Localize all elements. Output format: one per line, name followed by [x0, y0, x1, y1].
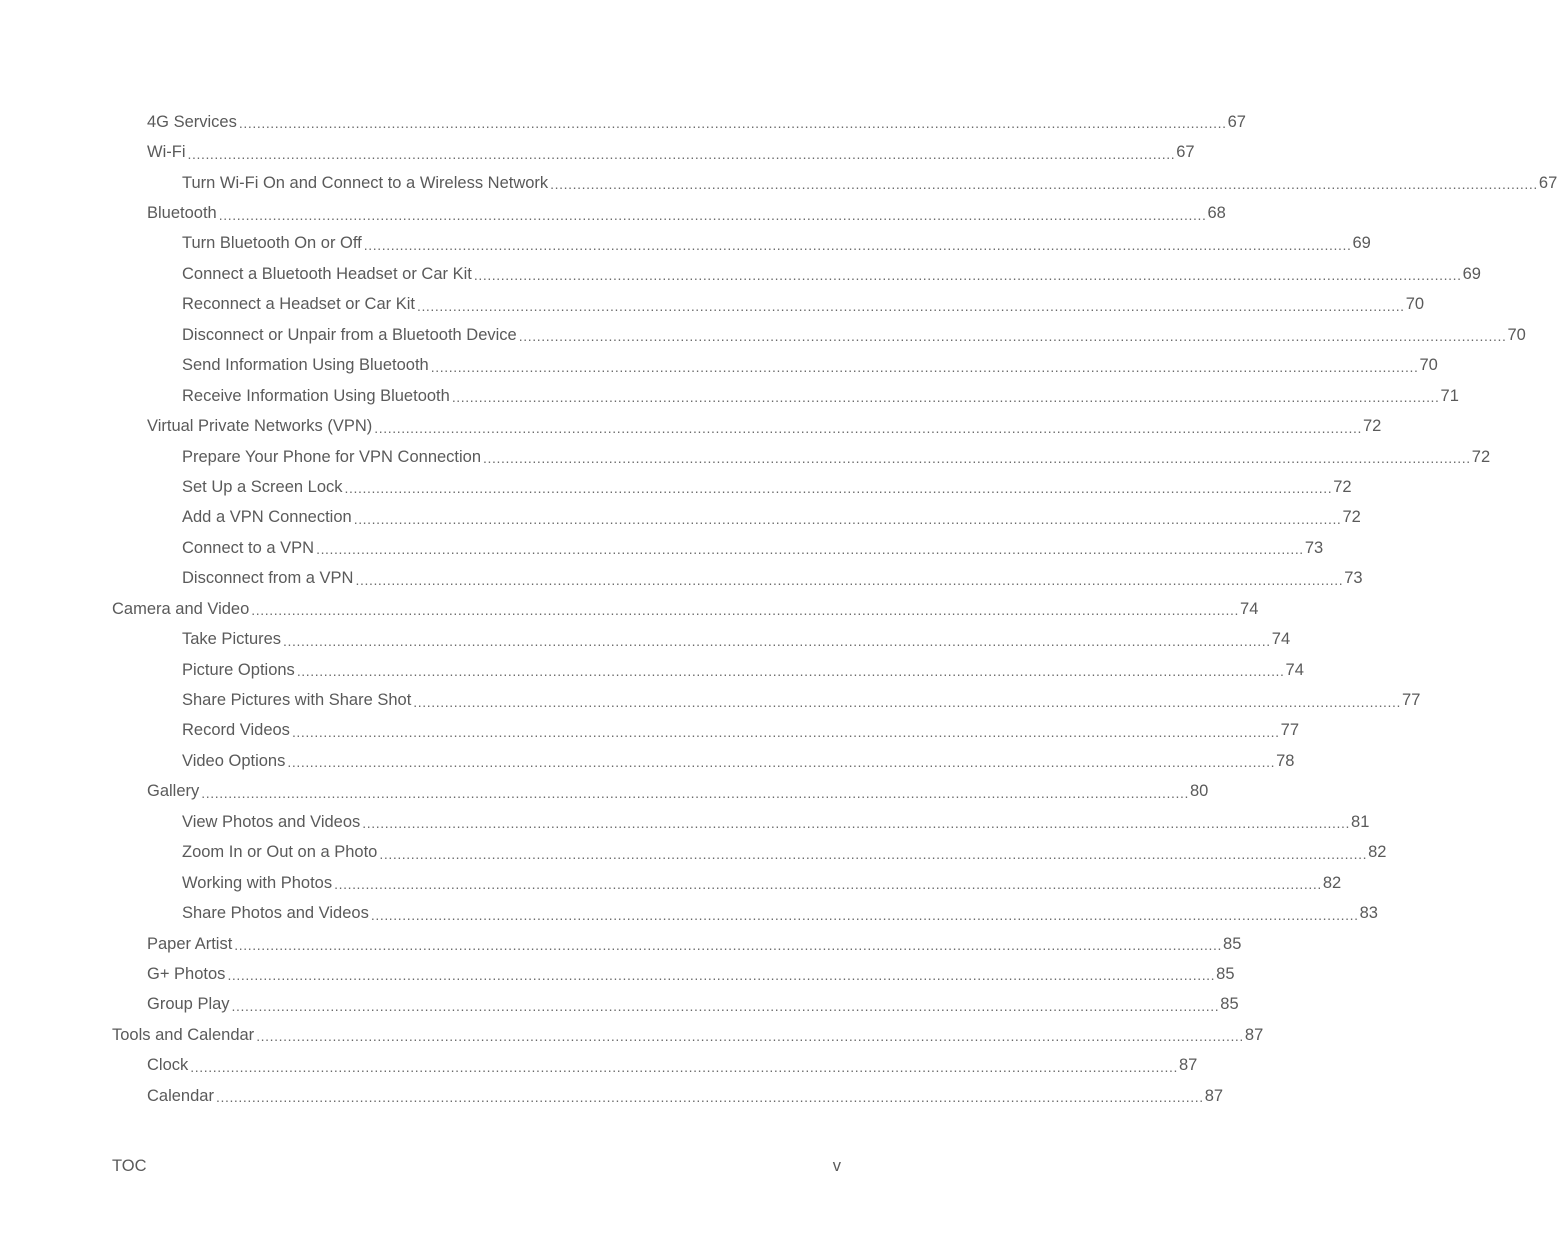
toc-entry-title: Tools and Calendar	[112, 1025, 255, 1044]
toc-entry-page-number: 83	[1359, 904, 1378, 923]
toc-entry-page-number: 87	[1204, 1086, 1224, 1105]
toc-entry-title: Add a VPN Connection	[182, 508, 352, 527]
toc-entry[interactable]	[112, 472, 1352, 502]
toc-entry[interactable]	[112, 685, 1421, 715]
toc-entry-page-number: 68	[1207, 204, 1226, 223]
toc-entry[interactable]	[112, 259, 1481, 289]
toc-entry[interactable]	[112, 442, 1491, 472]
toc-entry-title: Zoom In or Out on a Photo	[182, 843, 378, 862]
dot-leader: ............................................................................................................................................................................................................................	[362, 815, 1351, 832]
toc-entry-title: Disconnect or Unpair from a Bluetooth Device	[182, 325, 517, 344]
toc-entry[interactable]	[112, 990, 1239, 1020]
dot-leader: ............................................................................................................................................................................................................................	[187, 145, 1176, 162]
toc-entry-title: Turn Bluetooth On or Off	[182, 234, 362, 253]
toc-entry-page-number: 70	[1419, 356, 1438, 375]
toc-entry-title: Share Photos and Videos	[182, 904, 369, 923]
dot-leader: ............................................................................................................................................................................................................................	[283, 632, 1271, 649]
toc-entry[interactable]	[112, 898, 1378, 928]
toc-entry[interactable]	[112, 107, 1246, 137]
toc-entry-page-number: 72	[1333, 477, 1352, 496]
toc-entry[interactable]	[112, 655, 1304, 685]
toc-entry-title: 4G Services	[147, 112, 237, 131]
toc-entry-title: Gallery	[147, 782, 200, 801]
toc-entry[interactable]	[112, 1020, 1264, 1050]
footer-section-label: TOC	[112, 1157, 147, 1175]
toc-entry-page-number: 72	[1471, 447, 1491, 466]
dot-leader: ............................................................................................................................................................................................................................	[550, 176, 1538, 193]
toc-entry-page-number: 69	[1352, 234, 1371, 253]
toc-entry[interactable]	[112, 1081, 1224, 1111]
toc-entry-title: Bluetooth	[147, 204, 217, 223]
table-of-contents	[112, 107, 1557, 1111]
toc-entry-page-number: 81	[1351, 812, 1370, 831]
toc-entry[interactable]	[112, 929, 1242, 959]
toc-entry-title: Record Videos	[182, 721, 290, 740]
toc-entry-title: Video Options	[182, 751, 286, 770]
toc-entry[interactable]	[112, 320, 1526, 350]
toc-entry-page-number: 67	[1538, 173, 1557, 192]
toc-entry-title: Connect to a VPN	[182, 538, 315, 557]
dot-leader: ............................................................................................................................................................................................................................	[379, 845, 1368, 862]
toc-entry-page-number: 85	[1223, 934, 1242, 953]
toc-entry[interactable]	[112, 198, 1226, 228]
toc-entry-page-number: 74	[1240, 599, 1259, 618]
toc-entry[interactable]	[112, 290, 1425, 320]
toc-entry-page-number: 74	[1271, 630, 1291, 649]
toc-entry-page-number: 85	[1216, 964, 1235, 983]
dot-leader: ............................................................................................................................................................................................................................	[227, 967, 1216, 984]
toc-entry-page-number: 70	[1405, 295, 1425, 314]
dot-leader: ............................................................................................................................................................................................................................	[296, 663, 1285, 680]
toc-entry-title: Turn Wi-Fi On and Connect to a Wireless Network	[182, 173, 549, 192]
toc-entry[interactable]	[112, 624, 1291, 654]
footer-page-number: v	[832, 1157, 841, 1175]
dot-leader: ............................................................................................................................................................................................................................	[316, 541, 1304, 558]
toc-entry[interactable]	[112, 716, 1300, 746]
toc-entry-page-number: 73	[1304, 538, 1324, 557]
toc-entry-title: Disconnect from a VPN	[182, 569, 354, 588]
dot-leader: ............................................................................................................................................................................................................................	[344, 480, 1333, 497]
toc-entry[interactable]	[112, 564, 1363, 594]
dot-leader: ............................................................................................................................................................................................................................	[256, 1028, 1244, 1045]
toc-entry-page-number: 85	[1220, 995, 1239, 1014]
toc-entry-page-number: 70	[1507, 325, 1526, 344]
dot-leader: ............................................................................................................................................................................................................................	[291, 723, 1280, 740]
dot-leader: ............................................................................................................................................................................................................................	[430, 358, 1419, 375]
toc-entry-title: Wi-Fi	[147, 143, 186, 162]
toc-entry-title: G+ Photos	[147, 964, 226, 983]
toc-entry-page-number: 67	[1176, 143, 1195, 162]
toc-entry-title: Take Pictures	[182, 630, 282, 649]
dot-leader: ............................................................................................................................................................................................................................	[234, 937, 1223, 954]
toc-entry[interactable]	[112, 229, 1371, 259]
toc-entry-title: Picture Options	[182, 660, 295, 679]
toc-entry[interactable]	[112, 868, 1342, 898]
toc-entry-title: Connect a Bluetooth Headset or Car Kit	[182, 264, 472, 283]
toc-entry-title: Virtual Private Networks (VPN)	[147, 417, 373, 436]
toc-entry-title: Reconnect a Headset or Car Kit	[182, 295, 415, 314]
dot-leader: ............................................................................................................................................................................................................................	[413, 693, 1402, 710]
toc-entry-page-number: 77	[1280, 721, 1300, 740]
toc-entry-page-number: 80	[1190, 782, 1209, 801]
toc-entry-title: Calendar	[147, 1086, 214, 1105]
toc-entry-title: Send Information Using Bluetooth	[182, 356, 429, 375]
toc-entry[interactable]	[112, 807, 1370, 837]
toc-entry[interactable]	[112, 351, 1438, 381]
page-footer	[112, 1157, 841, 1176]
toc-entry-title: View Photos and Videos	[182, 812, 361, 831]
toc-entry[interactable]	[112, 533, 1324, 563]
dot-leader: ............................................................................................................................................................................................................................	[201, 784, 1189, 801]
toc-entry[interactable]	[112, 594, 1259, 624]
toc-entry-title: Prepare Your Phone for VPN Connection	[182, 447, 482, 466]
toc-entry[interactable]	[112, 959, 1235, 989]
toc-entry[interactable]	[112, 411, 1382, 441]
toc-entry-page-number: 82	[1368, 843, 1387, 862]
toc-entry[interactable]	[112, 777, 1209, 807]
dot-leader: ............................................................................................................................................................................................................................	[483, 450, 1471, 467]
dot-leader: ............................................................................................................................................................................................................................	[353, 510, 1342, 527]
dot-leader: ............................................................................................................................................................................................................................	[238, 115, 1227, 132]
toc-entry[interactable]	[112, 746, 1295, 776]
toc-entry-page-number: 87	[1179, 1056, 1198, 1075]
dot-leader: ............................................................................................................................................................................................................................	[215, 1089, 1204, 1106]
toc-entry-page-number: 74	[1285, 660, 1304, 679]
dot-leader: ............................................................................................................................................................................................................................	[251, 602, 1240, 619]
dot-leader: ............................................................................................................................................................................................................................	[355, 571, 1344, 588]
toc-entry-title: Group Play	[147, 995, 230, 1014]
toc-entry-page-number: 71	[1440, 386, 1459, 405]
dot-leader: ............................................................................................................................................................................................................................	[374, 419, 1362, 436]
dot-leader: ............................................................................................................................................................................................................................	[518, 328, 1507, 345]
toc-entry-page-number: 73	[1344, 569, 1363, 588]
dot-leader: ............................................................................................................................................................................................................................	[218, 206, 1207, 223]
toc-entry[interactable]	[112, 381, 1459, 411]
toc-entry-page-number: 72	[1363, 417, 1382, 436]
toc-entry[interactable]	[112, 137, 1195, 167]
dot-leader: ............................................................................................................................................................................................................................	[473, 267, 1462, 284]
toc-entry[interactable]	[112, 168, 1557, 198]
toc-entry-page-number: 87	[1244, 1025, 1264, 1044]
toc-entry[interactable]	[112, 503, 1361, 533]
toc-entry-title: Working with Photos	[182, 873, 333, 892]
toc-entry-page-number: 72	[1342, 508, 1361, 527]
dot-leader: ............................................................................................................................................................................................................................	[370, 906, 1359, 923]
dot-leader: ............................................................................................................................................................................................................................	[287, 754, 1276, 771]
dot-leader: ............................................................................................................................................................................................................................	[416, 297, 1405, 314]
toc-entry-page-number: 78	[1276, 751, 1295, 770]
dot-leader: ............................................................................................................................................................................................................................	[451, 389, 1440, 406]
toc-entry[interactable]	[112, 1051, 1198, 1081]
toc-entry-title: Camera and Video	[112, 599, 250, 618]
toc-entry-page-number: 67	[1227, 112, 1246, 131]
toc-entry-page-number: 77	[1402, 691, 1421, 710]
dot-leader: ............................................................................................................................................................................................................................	[334, 876, 1322, 893]
toc-entry-page-number: 82	[1322, 873, 1342, 892]
toc-entry-title: Paper Artist	[147, 934, 233, 953]
dot-leader: ............................................................................................................................................................................................................................	[190, 1058, 1178, 1075]
toc-entry-title: Set Up a Screen Lock	[182, 477, 343, 496]
toc-entry-title: Share Pictures with Share Shot	[182, 691, 412, 710]
toc-entry[interactable]	[112, 838, 1387, 868]
toc-entry-page-number: 69	[1462, 264, 1481, 283]
toc-entry-title: Receive Information Using Bluetooth	[182, 386, 450, 405]
dot-leader: ............................................................................................................................................................................................................................	[231, 997, 1220, 1014]
toc-entry-title: Clock	[147, 1056, 189, 1075]
dot-leader: ............................................................................................................................................................................................................................	[363, 236, 1352, 253]
